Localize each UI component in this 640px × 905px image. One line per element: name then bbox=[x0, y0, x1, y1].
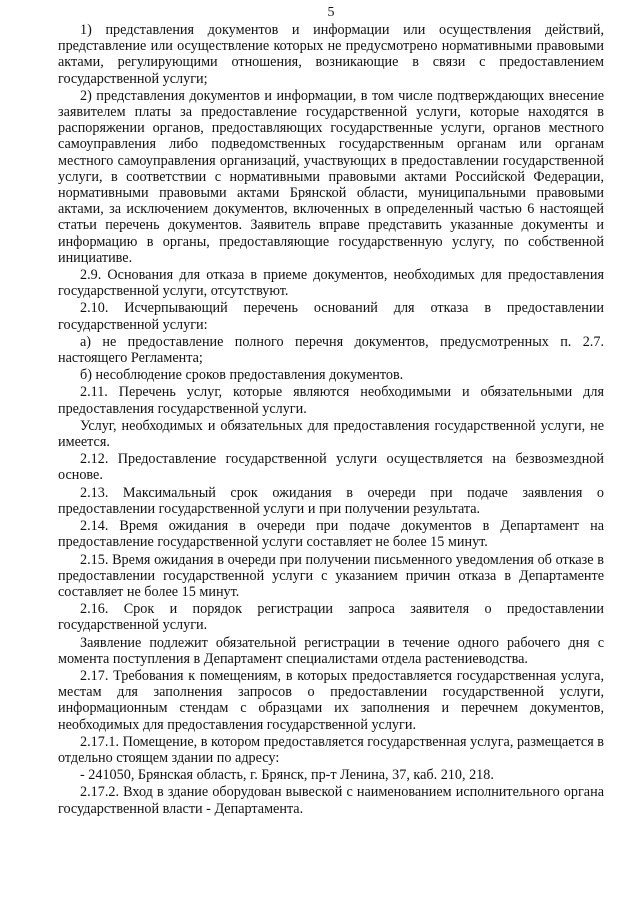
paragraph-2-9: 2.9. Основания для отказа в приеме документов, необходимых для предоставления государственной услуги, отсутствуют. bbox=[58, 267, 604, 300]
paragraph-2-10: 2.10. Исчерпывающий перечень оснований для отказа в предоставлении государственной услуги: bbox=[58, 300, 604, 333]
paragraph-2-15: 2.15. Время ожидания в очереди при получении письменного уведомления об отказе в предоставлении государственной услуги с указанием причин отказа в Департаменте составляет не более 15 минут. bbox=[58, 551, 604, 600]
paragraph-2-12: 2.12. Предоставление государственной услуги осуществляется на безвозмездной основе. bbox=[58, 451, 604, 484]
paragraph-address: - 241050, Брянская область, г. Брянск, пр-т Ленина, 37, каб. 210, 218. bbox=[80, 767, 494, 784]
paragraph-2-17-2: 2.17.2. Вход в здание оборудован вывеской с наименованием исполнительного органа государственной власти - Департамента. bbox=[58, 784, 604, 817]
paragraph-item-1: 1) представления документов и информации или осуществления действий, представление или осуществление которых не предусмотрено нормативными правовыми актами, регулирующими отношения, возникающие в связи с предоставлением государственной услуги; bbox=[58, 22, 604, 87]
paragraph-2-17: 2.17. Требования к помещениям, в которых предоставляется государственная услуга, местам для заполнения запросов о предоставлении государственной услуги, информационным стендам с образцами их заполнения и перечнем документов, необходимых для предоставления государственной услуги. bbox=[58, 667, 604, 733]
paragraph-2-17-1: 2.17.1. Помещение, в котором предоставляется государственная услуга, размещается в отдельно стоящем здании по адресу: bbox=[58, 733, 604, 766]
paragraph-2-11: 2.11. Перечень услуг, которые являются необходимыми и обязательными для предоставления государственной услуги. bbox=[58, 384, 604, 417]
paragraph-2-13: 2.13. Максимальный срок ожидания в очереди при подаче заявления о предоставлении государственной услуги и при получении результата. bbox=[58, 484, 604, 517]
paragraph-item-2: 2) представления документов и информации, в том числе подтверждающих внесение заявителем платы за предоставление государственной услуги, которые находятся в распоряжении органов, предоставляющих государственные услуги, органов местного самоуправления либо подведомственных государственным органам или органам местного самоуправления организаций, участвующих в предоставлении государственной услуги, в соответствии с нормативными правовыми актами Российской Федерации, нормативными правовыми актами Брянской области, муниципальными правовыми актами, за исключением документов, включенных в определенный частью 6 настоящей статьи перечень документов. Заявитель вправе представить указанные документы и информацию в органы, предоставляющие государственную услугу, по собственной инициативе. bbox=[58, 87, 604, 266]
paragraph-2-10-b: б) несоблюдение сроков предоставления документов. bbox=[80, 367, 404, 384]
paragraph-2-16-note: Заявление подлежит обязательной регистрации в течение одного рабочего дня с момента поступления в Департамент специалистами отдела растениеводства. bbox=[58, 634, 604, 667]
paragraph-2-11-note: Услуг, необходимых и обязательных для предоставления государственной услуги, не имеется. bbox=[58, 417, 604, 451]
paragraph-2-10-a: а) не предоставление полного перечня документов, предусмотренных п. 2.7. настоящего Регламента; bbox=[58, 333, 604, 367]
page-number: 5 bbox=[327, 5, 335, 20]
paragraph-2-16: 2.16. Срок и порядок регистрации запроса заявителя о предоставлении государственной услуги. bbox=[58, 601, 604, 634]
paragraph-2-14: 2.14. Время ожидания в очереди при подаче документов в Департамент на предоставление государственной услуги составляет не более 15 минут. bbox=[58, 518, 604, 551]
